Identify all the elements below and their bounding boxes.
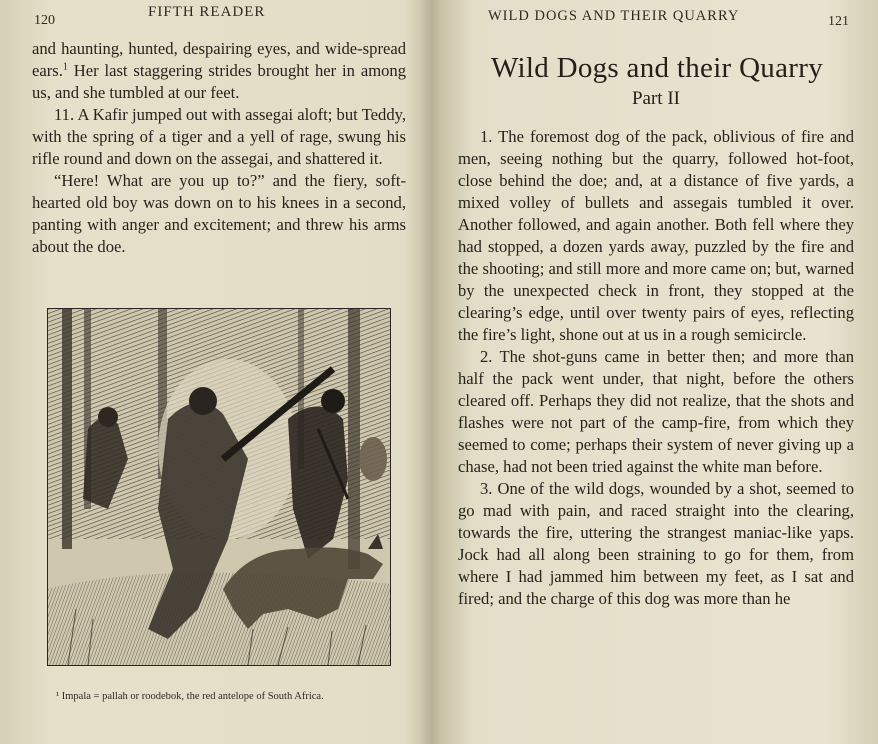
left-paragraph-1-rest: Her last staggering strides brought her in among us, and she tumbled at our feet. — [32, 61, 406, 102]
engraving-illustration — [47, 308, 391, 666]
right-paragraph-2: 2. The shot-guns came in better then; and more than half the pack went under, that night, before the others cleared off. Perhaps they did not realize, that the shots and flashes were not part of the camp-fire, from which they seemed to come; perhaps their system of never giving up a chase, had not been tried against the white man before. — [458, 347, 854, 476]
right-page-number: 121 — [828, 14, 849, 29]
right-text-block — [458, 126, 854, 610]
left-running-head: FIFTH READER — [148, 4, 266, 20]
left-paragraph-3: “Here! What are you up to?” and the fiery, soft-hearted old boy was down on to his knees in a second, panting with anger and excitement; and threw his arms about the doe. — [32, 171, 406, 256]
left-paragraph-1-text: and haunting, hunted, despairing eyes, and wide-spread ears. — [32, 39, 406, 80]
left-page-number: 120 — [34, 13, 55, 28]
chapter-subtitle: Part II — [631, 88, 680, 109]
chapter-title: Wild Dogs and their Quarry — [491, 52, 823, 84]
hunt-scene-illustration — [48, 309, 390, 665]
footnote-marker: 1 — [62, 61, 68, 73]
right-paragraph-3: 3. One of the wild dogs, wounded by a shot, seemed to go mad with pain, and raced straight into the clearing, towards the fire, uttering the strangest maniac-like yaps. Jock had all along been straining to go for them, from where I had jammed him between my feet, as I sat and fired; and the charge of this dog was more than he — [458, 479, 854, 608]
left-paragraph-1 — [32, 38, 406, 104]
left-text-block — [32, 38, 406, 258]
right-running-head: WILD DOGS AND THEIR QUARRY — [488, 8, 740, 24]
left-paragraph-2: 11. A Kafir jumped out with assegai aloft; but Teddy, with the spring of a tiger and a yell of rage, swung his rifle round and down on the assegai, and shattered it. — [32, 105, 406, 168]
right-paragraph-1: 1. The foremost dog of the pack, oblivious of fire and men, seeing nothing but the quarry, followed hot-foot, close behind the doe; and, at a distance of five yards, a mixed volley of bullets and assegais tumbled it over. Another followed, and again another. Both fell where they had stopped, a dozen yards away, puzzled by the fire and the shooting; and still more and more came on; but, warned by the unexpected check in front, they stopped at the clearing’s edge, until over twenty pairs of eyes, reflecting the fire’s light, shone out at us in a rough semicircle. — [458, 127, 854, 344]
footnote: ¹ Impala = pallah or roodebok, the red antelope of South Africa. — [56, 691, 324, 702]
